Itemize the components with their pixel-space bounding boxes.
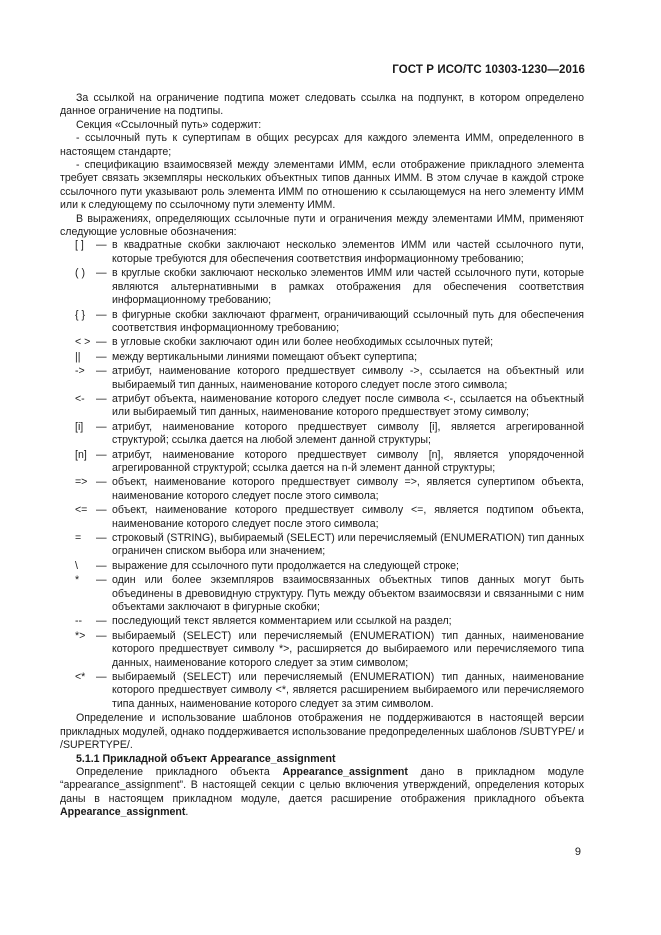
- dash: —: [96, 629, 107, 642]
- notation-item: [60, 336, 584, 349]
- dash: —: [96, 559, 107, 572]
- notation-description: объект, наименование которого предшествует символу =>, является супертипом объекта, наименование которого следует после этого символа;: [112, 476, 584, 502]
- paragraph: За ссылкой на ограничение подтипа может следовать ссылка на подпункт, в котором определено данное ограничение на подтипы.: [60, 92, 584, 118]
- page-content: [60, 92, 584, 820]
- notation-description: выбираемый (SELECT) или перечисляемый (ENUMERATION) тип данных, наименование которого предшествует символу *>, расширяется до выбираемого или перечисляемого типа данных, наименование которого следует за этим символом;: [112, 629, 584, 669]
- notation-item: [60, 239, 584, 266]
- notation-description: в фигурные скобки заключают фрагмент, ограничивающий ссылочный путь для обеспечения соответствия информационному требованию;: [112, 308, 584, 334]
- notation-description: атрибут, наименование которого предшествует символу [n], является упорядоченной агрегированной структурой; ссылка дается на n-й элемент данной структуры;: [112, 448, 584, 474]
- entity-name: Appearance_assignment: [282, 765, 408, 778]
- notation-description: строковый (STRING), выбираемый (SELECT) или перечисляемый (ENUMERATION) тип данных ограничен списком выбора или значением;: [112, 532, 584, 558]
- notation-item: [60, 421, 584, 448]
- notation-item: [60, 449, 584, 476]
- notation-symbol: ( ): [75, 267, 85, 280]
- dash: —: [96, 448, 107, 461]
- notation-description: в квадратные скобки заключают несколько элементов ИММ или частей ссылочного пути, которые требуются для обеспечения соответствия информационному требованию;: [112, 239, 584, 265]
- notation-description: в угловые скобки заключают один или более необходимых ссылочных путей;: [112, 336, 494, 349]
- notation-description: выражение для ссылочного пути продолжается на следующей строке;: [112, 559, 459, 572]
- notation-symbol: *: [75, 574, 80, 587]
- notation-description: один или более экземпляров взаимосвязанных объектных типов данных могут быть объединены в древовидную структуру. Путь между объектом взаимосвязи и связанными с ним объектами заключают в фигурные скобки;: [112, 574, 584, 614]
- section-heading: [60, 753, 584, 766]
- section-number: 5.1.1: [76, 752, 100, 765]
- notation-description: атрибут, наименование которого предшествует символу [i], является агрегированной структурой; ссылка дается на любой элемент данной структуры;: [112, 420, 584, 447]
- notation-symbol: =: [75, 532, 82, 544]
- dash: —: [96, 504, 107, 517]
- entity-name: Appearance_assignment: [60, 806, 186, 819]
- notation-item: [60, 365, 584, 392]
- notation-symbol: <-: [75, 392, 85, 405]
- dash: —: [96, 392, 107, 405]
- notation-item: [60, 574, 584, 614]
- notation-description: между вертикальными линиями помещают объект супертипа;: [112, 350, 418, 363]
- dash: —: [96, 420, 107, 433]
- section-paragraph: [60, 766, 584, 820]
- notation-item: [60, 532, 584, 559]
- page-number: 9: [574, 846, 581, 858]
- notation-symbol: { }: [75, 308, 86, 321]
- notation-description: объект, наименование которого предшествует символу <=, является подтипом объекта, наименование которого следует после этого символа;: [112, 504, 584, 530]
- dash: —: [96, 239, 107, 252]
- notation-description: выбираемый (SELECT) или перечисляемый (ENUMERATION) тип данных, наименование которого предшествует символу <*, является расширением выбираемого или перечисляемого типа данных, наименование которого следует за этим символом.: [112, 671, 584, 710]
- notation-item: [60, 615, 584, 628]
- notation-item: [60, 560, 584, 573]
- dash: —: [96, 365, 107, 378]
- dash: —: [96, 532, 107, 544]
- text-run: дано в прикладном модуле “appearance_assignment”. В настоящей секции с целью включения утверждений, определения которых даны в настоящем прикладном модуле, дается расширение отображения прикладного объекта: [60, 765, 584, 805]
- notation-symbol: [n]: [75, 448, 87, 461]
- dash: —: [96, 615, 107, 628]
- text-run: Определение прикладного объекта: [76, 765, 283, 778]
- notation-item: [60, 351, 584, 364]
- notation-description: атрибут, наименование которого предшествует символу ->, ссылается на объектный или выбираемый тип данных, наименование которого следует после этого символа;: [112, 365, 584, 391]
- notation-symbol: < >: [75, 336, 91, 349]
- dash: —: [96, 476, 107, 489]
- notation-symbol: --: [75, 615, 83, 628]
- notation-symbol: ->: [75, 365, 85, 378]
- text-run: .: [185, 806, 189, 819]
- standard-header: ГОСТ Р ИСО/ТС 10303-1230—2016: [392, 64, 585, 76]
- dash: —: [96, 671, 107, 684]
- section-title: Прикладной объект Appearance_assignment: [102, 752, 336, 765]
- dash: —: [96, 336, 107, 349]
- notation-item: [60, 267, 584, 307]
- dash: —: [96, 267, 107, 280]
- paragraph: - ссылочный путь к супертипам в общих ресурсах для каждого элемента ИММ, определенного в настоящем стандарте;: [60, 132, 584, 158]
- notation-symbol: *>: [75, 629, 86, 642]
- notation-list: [60, 239, 584, 711]
- notation-item: [60, 476, 584, 503]
- paragraph: Определение и использование шаблонов отображения не поддерживаются в настоящей версии прикладных модулей, однако поддерживается использование предопределенных шаблонов /SUBTYPE/ и /SUPERTYPE/.: [60, 712, 584, 752]
- notation-description: атрибут объекта, наименование которого следует после символа <-, ссылается на объектный или выбираемый тип данных, наименование которого предшествует этому символу;: [112, 392, 584, 419]
- notation-item: [60, 671, 584, 711]
- notation-symbol: =>: [75, 476, 88, 489]
- notation-item: [60, 309, 584, 336]
- dash: —: [96, 574, 107, 587]
- notation-symbol: ||: [75, 350, 81, 363]
- notation-item: [60, 504, 584, 531]
- notation-item: [60, 393, 584, 420]
- notation-symbol: [i]: [75, 420, 84, 433]
- paragraph: - спецификацию взаимосвязей между элементами ИММ, если отображение прикладного элемента требует связать экземпляры нескольких объектных типов данных ИММ. В этом случае в каждой строке ссылочного пути указывают роль элемента ИММ по отношению к ссылающемуся на него элементу ИММ или к следующему по ссылочному пути элементу ИММ.: [60, 159, 584, 212]
- notation-description: в круглые скобки заключают несколько элементов ИММ или частей ссылочного пути, которые являются альтернативными в рамках отображения для обеспечения соответствия информационному требованию;: [112, 267, 584, 307]
- dash: —: [96, 308, 107, 321]
- paragraph: Секция «Ссылочный путь» содержит:: [76, 118, 262, 131]
- paragraph: В выражениях, определяющих ссылочные пути и ограничения между элементами ИММ, применяют следующие условные обозначения:: [60, 212, 584, 239]
- notation-symbol: <*: [75, 671, 86, 684]
- notation-item: [60, 630, 584, 670]
- notation-description: последующий текст является комментарием или ссылкой на раздел;: [112, 615, 452, 628]
- dash: —: [96, 350, 107, 363]
- notation-symbol: \: [75, 559, 78, 572]
- notation-symbol: <=: [75, 504, 88, 517]
- notation-symbol: [ ]: [75, 239, 84, 252]
